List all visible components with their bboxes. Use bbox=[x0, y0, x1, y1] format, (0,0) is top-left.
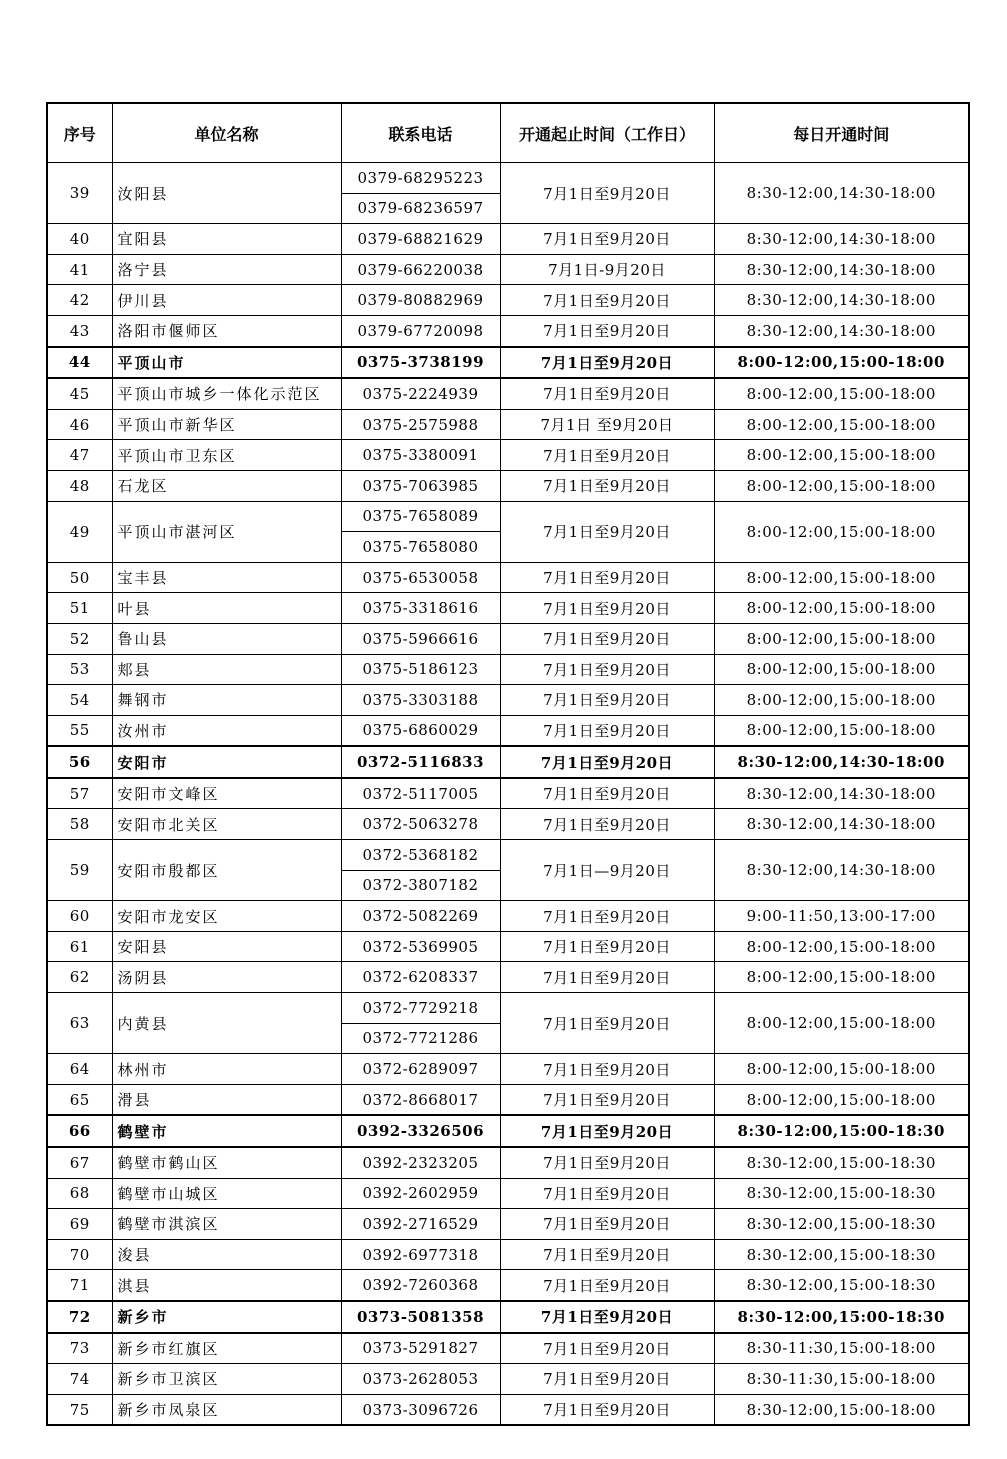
row-daily-hours: 8:30-12:00,14:30-18:00 bbox=[714, 840, 969, 901]
row-period: 7月1日至9月20日 bbox=[500, 1364, 714, 1395]
table-row bbox=[47, 254, 969, 285]
table-row bbox=[47, 378, 969, 409]
row-phone: 0372-6208337 bbox=[341, 962, 500, 993]
row-daily-hours: 8:30-12:00,15:00-18:30 bbox=[714, 1270, 969, 1301]
row-phone: 0375-7658089 bbox=[341, 501, 500, 532]
row-unit-name: 汤阴县 bbox=[112, 962, 341, 993]
row-serial: 45 bbox=[47, 378, 112, 409]
row-period: 7月1日至9月20日 bbox=[500, 470, 714, 501]
row-period: 7月1日至9月20日 bbox=[500, 901, 714, 932]
row-serial: 63 bbox=[47, 993, 112, 1054]
table-row bbox=[47, 285, 969, 316]
row-period: 7月1日至9月20日 bbox=[500, 654, 714, 685]
row-daily-hours: 8:30-11:30,15:00-18:00 bbox=[714, 1364, 969, 1395]
table-row bbox=[47, 746, 969, 778]
row-unit-name: 淇县 bbox=[112, 1270, 341, 1301]
row-period: 7月1日至9月20日 bbox=[500, 440, 714, 471]
row-serial: 70 bbox=[47, 1239, 112, 1270]
row-phone: 0375-7658080 bbox=[341, 532, 500, 563]
row-phone: 0372-3807182 bbox=[341, 870, 500, 901]
table-row bbox=[47, 1054, 969, 1085]
row-serial: 41 bbox=[47, 254, 112, 285]
row-unit-name: 内黄县 bbox=[112, 993, 341, 1054]
row-serial: 71 bbox=[47, 1270, 112, 1301]
row-period: 7月1日至9月20日 bbox=[500, 1239, 714, 1270]
row-unit-name: 洛宁县 bbox=[112, 254, 341, 285]
row-serial: 62 bbox=[47, 962, 112, 993]
row-phone: 0372-5082269 bbox=[341, 901, 500, 932]
row-serial: 65 bbox=[47, 1084, 112, 1115]
row-unit-name: 安阳市文峰区 bbox=[112, 778, 341, 809]
row-phone: 0379-68821629 bbox=[341, 224, 500, 255]
row-unit-name: 平顶山市卫东区 bbox=[112, 440, 341, 471]
contact-table bbox=[46, 102, 970, 1426]
row-unit-name: 宜阳县 bbox=[112, 224, 341, 255]
row-unit-name: 叶县 bbox=[112, 593, 341, 624]
row-daily-hours: 8:30-12:00,14:30-18:00 bbox=[714, 809, 969, 840]
row-unit-name: 安阳市 bbox=[112, 746, 341, 778]
row-serial: 64 bbox=[47, 1054, 112, 1085]
row-serial: 68 bbox=[47, 1178, 112, 1209]
row-phone: 0372-6289097 bbox=[341, 1054, 500, 1085]
row-period: 7月1日至9月20日 bbox=[500, 1178, 714, 1209]
row-unit-name: 洛阳市偃师区 bbox=[112, 315, 341, 346]
row-daily-hours: 8:30-12:00,15:00-18:30 bbox=[714, 1301, 969, 1333]
row-daily-hours: 8:30-12:00,14:30-18:00 bbox=[714, 163, 969, 224]
table-row bbox=[47, 840, 969, 871]
row-phone: 0375-5186123 bbox=[341, 654, 500, 685]
row-daily-hours: 8:30-12:00,15:00-18:30 bbox=[714, 1239, 969, 1270]
table-row bbox=[47, 315, 969, 346]
row-phone: 0375-3303188 bbox=[341, 685, 500, 716]
row-unit-name: 平顶山市城乡一体化示范区 bbox=[112, 378, 341, 409]
row-phone: 0379-68295223 bbox=[341, 163, 500, 194]
row-period: 7月1日至9月20日 bbox=[500, 1301, 714, 1333]
row-daily-hours: 8:30-12:00,15:00-18:30 bbox=[714, 1147, 969, 1178]
row-unit-name: 浚县 bbox=[112, 1239, 341, 1270]
table-row bbox=[47, 931, 969, 962]
row-period: 7月1日至9月20日 bbox=[500, 993, 714, 1054]
row-period: 7月1日至9月20日 bbox=[500, 315, 714, 346]
header-row bbox=[47, 103, 969, 163]
table-row bbox=[47, 501, 969, 532]
row-serial: 59 bbox=[47, 840, 112, 901]
row-period: 7月1日至9月20日 bbox=[500, 501, 714, 562]
row-serial: 60 bbox=[47, 901, 112, 932]
table-body bbox=[47, 163, 969, 1426]
row-serial: 46 bbox=[47, 409, 112, 440]
row-period: 7月1日至9月20日 bbox=[500, 931, 714, 962]
row-serial: 51 bbox=[47, 593, 112, 624]
row-serial: 49 bbox=[47, 501, 112, 562]
row-period: 7月1日至9月20日 bbox=[500, 1147, 714, 1178]
row-daily-hours: 8:00-12:00,15:00-18:00 bbox=[714, 654, 969, 685]
row-phone: 0372-7721286 bbox=[341, 1023, 500, 1054]
row-serial: 67 bbox=[47, 1147, 112, 1178]
row-period: 7月1日至9月20日 bbox=[500, 1115, 714, 1147]
row-serial: 42 bbox=[47, 285, 112, 316]
row-unit-name: 平顶山市新华区 bbox=[112, 409, 341, 440]
table-row bbox=[47, 562, 969, 593]
table-row bbox=[47, 1147, 969, 1178]
header-daily-hours: 每日开通时间 bbox=[714, 103, 969, 163]
table-row bbox=[47, 1333, 969, 1364]
row-phone: 0375-2224939 bbox=[341, 378, 500, 409]
row-unit-name: 伊川县 bbox=[112, 285, 341, 316]
table-row bbox=[47, 901, 969, 932]
row-daily-hours: 8:00-12:00,15:00-18:00 bbox=[714, 347, 969, 379]
row-serial: 74 bbox=[47, 1364, 112, 1395]
table-row bbox=[47, 685, 969, 716]
row-phone: 0392-6977318 bbox=[341, 1239, 500, 1270]
row-period: 7月1日至9月20日 bbox=[500, 962, 714, 993]
row-daily-hours: 8:00-12:00,15:00-18:00 bbox=[714, 962, 969, 993]
row-daily-hours: 8:00-12:00,15:00-18:00 bbox=[714, 623, 969, 654]
row-phone: 0372-5117005 bbox=[341, 778, 500, 809]
row-daily-hours: 8:00-12:00,15:00-18:00 bbox=[714, 931, 969, 962]
row-daily-hours: 8:00-12:00,15:00-18:00 bbox=[714, 501, 969, 562]
contact-table-container bbox=[46, 102, 968, 1426]
table-row bbox=[47, 1270, 969, 1301]
row-phone: 0372-5369905 bbox=[341, 931, 500, 962]
row-phone: 0392-2602959 bbox=[341, 1178, 500, 1209]
row-phone: 0372-5368182 bbox=[341, 840, 500, 871]
row-unit-name: 新乡市卫滨区 bbox=[112, 1364, 341, 1395]
row-serial: 39 bbox=[47, 163, 112, 224]
table-row bbox=[47, 1209, 969, 1240]
header-unit-name: 单位名称 bbox=[112, 103, 341, 163]
row-phone: 0373-5291827 bbox=[341, 1333, 500, 1364]
row-period: 7月1日至9月20日 bbox=[500, 347, 714, 379]
table-row bbox=[47, 409, 969, 440]
row-unit-name: 鲁山县 bbox=[112, 623, 341, 654]
row-serial: 56 bbox=[47, 746, 112, 778]
row-phone: 0375-6530058 bbox=[341, 562, 500, 593]
row-period: 7月1日至9月20日 bbox=[500, 285, 714, 316]
row-phone: 0375-3738199 bbox=[341, 347, 500, 379]
row-daily-hours: 8:30-12:00,15:00-18:00 bbox=[714, 1394, 969, 1425]
row-period: 7月1日至9月20日 bbox=[500, 1394, 714, 1425]
row-unit-name: 鹤壁市 bbox=[112, 1115, 341, 1147]
row-phone: 0375-2575988 bbox=[341, 409, 500, 440]
row-unit-name: 新乡市 bbox=[112, 1301, 341, 1333]
table-row bbox=[47, 1084, 969, 1115]
row-daily-hours: 8:00-12:00,15:00-18:00 bbox=[714, 440, 969, 471]
header-serial: 序号 bbox=[47, 103, 112, 163]
row-phone: 0375-7063985 bbox=[341, 470, 500, 501]
table-row bbox=[47, 163, 969, 194]
row-unit-name: 郏县 bbox=[112, 654, 341, 685]
row-daily-hours: 8:00-12:00,15:00-18:00 bbox=[714, 1054, 969, 1085]
row-unit-name: 新乡市凤泉区 bbox=[112, 1394, 341, 1425]
row-serial: 53 bbox=[47, 654, 112, 685]
row-unit-name: 舞钢市 bbox=[112, 685, 341, 716]
row-phone: 0372-5063278 bbox=[341, 809, 500, 840]
table-row bbox=[47, 470, 969, 501]
row-unit-name: 鹤壁市山城区 bbox=[112, 1178, 341, 1209]
row-phone: 0375-3318616 bbox=[341, 593, 500, 624]
row-period: 7月1日至9月20日 bbox=[500, 715, 714, 746]
row-unit-name: 安阳市龙安区 bbox=[112, 901, 341, 932]
row-serial: 55 bbox=[47, 715, 112, 746]
row-unit-name: 汝阳县 bbox=[112, 163, 341, 224]
row-daily-hours: 9:00-11:50,13:00-17:00 bbox=[714, 901, 969, 932]
table-row bbox=[47, 1394, 969, 1425]
row-unit-name: 汝州市 bbox=[112, 715, 341, 746]
row-daily-hours: 8:30-12:00,14:30-18:00 bbox=[714, 254, 969, 285]
row-period: 7月1日至9月20日 bbox=[500, 562, 714, 593]
row-unit-name: 鹤壁市淇滨区 bbox=[112, 1209, 341, 1240]
row-serial: 44 bbox=[47, 347, 112, 379]
row-phone: 0372-8668017 bbox=[341, 1084, 500, 1115]
row-unit-name: 石龙区 bbox=[112, 470, 341, 501]
table-row bbox=[47, 993, 969, 1024]
row-phone: 0375-5966616 bbox=[341, 623, 500, 654]
row-period: 7月1日至9月20日 bbox=[500, 685, 714, 716]
row-serial: 47 bbox=[47, 440, 112, 471]
row-phone: 0392-2716529 bbox=[341, 1209, 500, 1240]
table-row bbox=[47, 654, 969, 685]
row-period: 7月1日至9月20日 bbox=[500, 1054, 714, 1085]
row-serial: 69 bbox=[47, 1209, 112, 1240]
table-row bbox=[47, 1178, 969, 1209]
header-period: 开通起止时间（工作日） bbox=[500, 103, 714, 163]
row-phone: 0372-7729218 bbox=[341, 993, 500, 1024]
row-daily-hours: 8:00-12:00,15:00-18:00 bbox=[714, 470, 969, 501]
row-unit-name: 安阳县 bbox=[112, 931, 341, 962]
row-period: 7月1日至9月20日 bbox=[500, 593, 714, 624]
row-phone: 0373-2628053 bbox=[341, 1364, 500, 1395]
row-daily-hours: 8:00-12:00,15:00-18:00 bbox=[714, 562, 969, 593]
row-daily-hours: 8:30-12:00,15:00-18:30 bbox=[714, 1209, 969, 1240]
table-row bbox=[47, 1301, 969, 1333]
row-unit-name: 鹤壁市鹤山区 bbox=[112, 1147, 341, 1178]
table-row bbox=[47, 1239, 969, 1270]
row-phone: 0375-3380091 bbox=[341, 440, 500, 471]
table-row bbox=[47, 1115, 969, 1147]
table-row bbox=[47, 623, 969, 654]
header-phone: 联系电话 bbox=[341, 103, 500, 163]
row-daily-hours: 8:30-12:00,15:00-18:30 bbox=[714, 1178, 969, 1209]
row-period: 7月1日至9月20日 bbox=[500, 378, 714, 409]
row-period: 7月1日至9月20日 bbox=[500, 1084, 714, 1115]
row-phone: 0379-66220038 bbox=[341, 254, 500, 285]
row-period: 7月1日至9月20日 bbox=[500, 163, 714, 224]
row-phone: 0392-2323205 bbox=[341, 1147, 500, 1178]
row-serial: 72 bbox=[47, 1301, 112, 1333]
row-unit-name: 滑县 bbox=[112, 1084, 341, 1115]
row-unit-name: 新乡市红旗区 bbox=[112, 1333, 341, 1364]
row-serial: 73 bbox=[47, 1333, 112, 1364]
row-daily-hours: 8:00-12:00,15:00-18:00 bbox=[714, 1084, 969, 1115]
table-row bbox=[47, 715, 969, 746]
table-row bbox=[47, 962, 969, 993]
row-period: 7月1日 至9月20日 bbox=[500, 409, 714, 440]
row-serial: 54 bbox=[47, 685, 112, 716]
table-row bbox=[47, 224, 969, 255]
row-daily-hours: 8:00-12:00,15:00-18:00 bbox=[714, 715, 969, 746]
row-daily-hours: 8:00-12:00,15:00-18:00 bbox=[714, 378, 969, 409]
row-daily-hours: 8:00-12:00,15:00-18:00 bbox=[714, 593, 969, 624]
row-unit-name: 平顶山市 bbox=[112, 347, 341, 379]
row-serial: 48 bbox=[47, 470, 112, 501]
row-daily-hours: 8:00-12:00,15:00-18:00 bbox=[714, 685, 969, 716]
row-period: 7月1日—9月20日 bbox=[500, 840, 714, 901]
row-daily-hours: 8:30-11:30,15:00-18:00 bbox=[714, 1333, 969, 1364]
row-daily-hours: 8:30-12:00,14:30-18:00 bbox=[714, 778, 969, 809]
row-period: 7月1日至9月20日 bbox=[500, 1333, 714, 1364]
row-phone: 0392-7260368 bbox=[341, 1270, 500, 1301]
row-period: 7月1日至9月20日 bbox=[500, 1209, 714, 1240]
table-row bbox=[47, 1364, 969, 1395]
row-unit-name: 林州市 bbox=[112, 1054, 341, 1085]
row-serial: 61 bbox=[47, 931, 112, 962]
row-serial: 58 bbox=[47, 809, 112, 840]
row-daily-hours: 8:00-12:00,15:00-18:00 bbox=[714, 993, 969, 1054]
row-phone: 0379-68236597 bbox=[341, 193, 500, 224]
row-period: 7月1日-9月20日 bbox=[500, 254, 714, 285]
row-daily-hours: 8:30-12:00,14:30-18:00 bbox=[714, 224, 969, 255]
row-serial: 75 bbox=[47, 1394, 112, 1425]
row-daily-hours: 8:30-12:00,14:30-18:00 bbox=[714, 746, 969, 778]
row-period: 7月1日至9月20日 bbox=[500, 224, 714, 255]
table-row bbox=[47, 347, 969, 379]
row-unit-name: 安阳市北关区 bbox=[112, 809, 341, 840]
table-row bbox=[47, 593, 969, 624]
row-serial: 52 bbox=[47, 623, 112, 654]
row-daily-hours: 8:30-12:00,15:00-18:30 bbox=[714, 1115, 969, 1147]
row-unit-name: 宝丰县 bbox=[112, 562, 341, 593]
row-period: 7月1日至9月20日 bbox=[500, 746, 714, 778]
row-unit-name: 平顶山市湛河区 bbox=[112, 501, 341, 562]
table-row bbox=[47, 809, 969, 840]
row-serial: 57 bbox=[47, 778, 112, 809]
row-serial: 50 bbox=[47, 562, 112, 593]
row-daily-hours: 8:00-12:00,15:00-18:00 bbox=[714, 409, 969, 440]
row-phone: 0392-3326506 bbox=[341, 1115, 500, 1147]
row-phone: 0375-6860029 bbox=[341, 715, 500, 746]
row-phone: 0379-80882969 bbox=[341, 285, 500, 316]
row-phone: 0373-3096726 bbox=[341, 1394, 500, 1425]
row-phone: 0372-5116833 bbox=[341, 746, 500, 778]
row-daily-hours: 8:30-12:00,14:30-18:00 bbox=[714, 285, 969, 316]
table-row bbox=[47, 440, 969, 471]
row-daily-hours: 8:30-12:00,14:30-18:00 bbox=[714, 315, 969, 346]
row-serial: 40 bbox=[47, 224, 112, 255]
row-unit-name: 安阳市殷都区 bbox=[112, 840, 341, 901]
table-row bbox=[47, 778, 969, 809]
row-period: 7月1日至9月20日 bbox=[500, 809, 714, 840]
row-period: 7月1日至9月20日 bbox=[500, 623, 714, 654]
row-phone: 0373-5081358 bbox=[341, 1301, 500, 1333]
row-serial: 66 bbox=[47, 1115, 112, 1147]
row-period: 7月1日至9月20日 bbox=[500, 1270, 714, 1301]
row-phone: 0379-67720098 bbox=[341, 315, 500, 346]
row-period: 7月1日至9月20日 bbox=[500, 778, 714, 809]
row-serial: 43 bbox=[47, 315, 112, 346]
